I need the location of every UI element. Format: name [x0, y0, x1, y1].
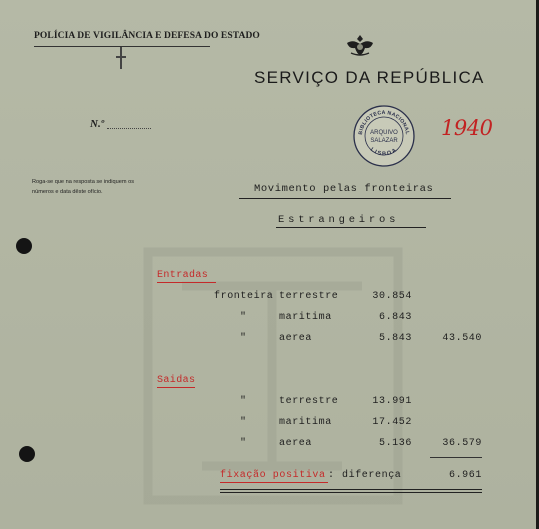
mode-label: maritima [279, 312, 332, 323]
summary-double-rule [220, 489, 482, 490]
agency-underline [34, 46, 210, 47]
letterhead-stem [120, 47, 122, 69]
saidas-underline [157, 387, 195, 388]
mode-label: terrestre [279, 291, 339, 302]
summary-label: fixação positiva [220, 470, 326, 481]
mode-label: aerea [279, 438, 313, 449]
stamp-text-top: BIBLIOTECA NACIONAL [357, 109, 411, 136]
document-subtitle: Estrangeiros [278, 214, 400, 226]
total-cell: 36.579 [442, 438, 482, 449]
service-heading: SERVIÇO DA REPÚBLICA [254, 68, 485, 87]
fronteira-label: fronteira [214, 291, 274, 302]
entradas-heading: Entradas [157, 270, 209, 281]
letterhead-stem-bar [116, 56, 126, 58]
total-underline [430, 457, 482, 458]
coat-of-arms-icon [343, 33, 377, 57]
agency-heading: POLÍCIA DE VIGILÂNCIA E DEFESA DO ESTADO [34, 31, 260, 41]
value-cell: 6.843 [378, 312, 412, 323]
stamp-text-bottom: LISBOA [369, 146, 399, 158]
document-title: Movimento pelas fronteiras [254, 183, 434, 195]
title-underline [239, 198, 451, 199]
number-line [107, 128, 151, 129]
number-label: N.º [90, 118, 104, 130]
summary-value: 6.961 [448, 470, 482, 481]
total-cell: 43.540 [442, 333, 482, 344]
punch-hole [16, 238, 32, 254]
ditto-mark: " [240, 417, 247, 428]
handwritten-year: 1940 [441, 116, 493, 140]
mode-label: maritima [279, 417, 332, 428]
mode-label: aerea [279, 333, 313, 344]
value-cell: 5.843 [378, 333, 412, 344]
stamp-text-salazar: SALAZAR [370, 138, 398, 144]
summary-separator: : [328, 470, 335, 481]
subtitle-underline [276, 227, 426, 228]
ditto-mark: " [240, 312, 247, 323]
summary-label-underline [220, 482, 328, 483]
saidas-heading: Saidas [157, 375, 196, 386]
reply-note: Roga-se que na resposta se indiquem os números e data dêste ofício. [32, 179, 134, 195]
ditto-mark: " [240, 333, 247, 344]
value-cell: 30.854 [372, 291, 412, 302]
punch-hole [19, 446, 35, 462]
ditto-mark: " [240, 396, 247, 407]
value-cell: 13.991 [372, 396, 412, 407]
summary-double-rule [220, 492, 482, 493]
summary-word: diferença [342, 470, 402, 481]
value-cell: 5.136 [378, 438, 412, 449]
value-cell: 17.452 [372, 417, 412, 428]
archive-stamp [352, 104, 416, 168]
ditto-mark: " [240, 438, 247, 449]
stamp-text-archive: ARQUIVO [370, 130, 398, 136]
entradas-underline [157, 282, 216, 283]
mode-label: terrestre [279, 396, 339, 407]
